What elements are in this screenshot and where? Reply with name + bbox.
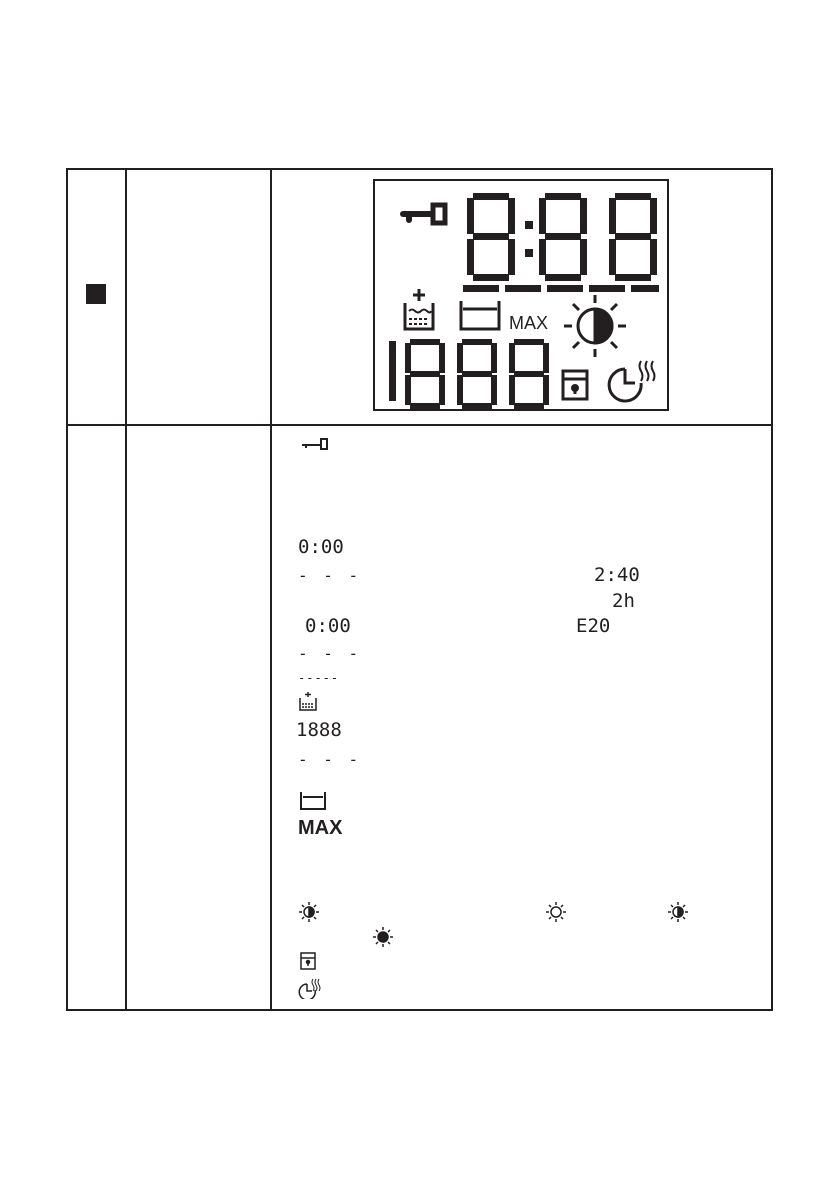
door-lock-icon xyxy=(563,371,587,399)
example-hours: 2h xyxy=(612,590,635,612)
key-lock-icon xyxy=(300,437,330,451)
three-dashes-symbol-2: - - - xyxy=(298,644,362,663)
table-bottom-border xyxy=(66,1009,773,1011)
max-label: MAX xyxy=(509,313,549,333)
time-digits xyxy=(463,193,659,292)
display-graphics xyxy=(375,181,671,413)
display-panel xyxy=(373,179,669,411)
table-col-divider-2 xyxy=(270,168,272,1011)
key-lock-icon xyxy=(403,205,445,223)
three-dashes-symbol-3: - - - xyxy=(298,750,362,769)
table-row-divider xyxy=(66,424,773,426)
table-right-border xyxy=(771,168,773,1011)
table-left-border xyxy=(66,168,68,1011)
section-marker xyxy=(86,284,106,304)
steam-icon xyxy=(609,361,654,401)
zero-time-symbol: 0:00 xyxy=(298,536,344,558)
brightness-empty-icon xyxy=(545,901,567,923)
steam-icon xyxy=(298,977,322,999)
table-col-divider-1 xyxy=(125,168,127,1011)
salt-refill-icon xyxy=(405,289,433,329)
digits-1888-symbol: 1888 xyxy=(296,719,342,741)
example-time: 2:40 xyxy=(594,564,640,586)
three-dashes-symbol: - - - xyxy=(298,566,362,585)
brightness-full-icon xyxy=(372,926,394,948)
five-dashes-symbol: ----- xyxy=(298,671,340,685)
zero-time-symbol-2: 0:00 xyxy=(305,615,351,637)
salt-refill-icon xyxy=(298,692,320,712)
main-digits xyxy=(389,339,549,409)
brightness-half-icon-2 xyxy=(667,901,689,923)
rinse-aid-icon xyxy=(461,301,499,329)
table-top-border xyxy=(66,168,773,170)
example-error: E20 xyxy=(576,615,611,637)
brightness-half-icon xyxy=(298,901,320,923)
max-symbol: MAX xyxy=(298,817,343,839)
rinse-aid-icon xyxy=(299,791,327,811)
door-lock-icon xyxy=(300,952,316,970)
brightness-icon xyxy=(564,295,626,357)
